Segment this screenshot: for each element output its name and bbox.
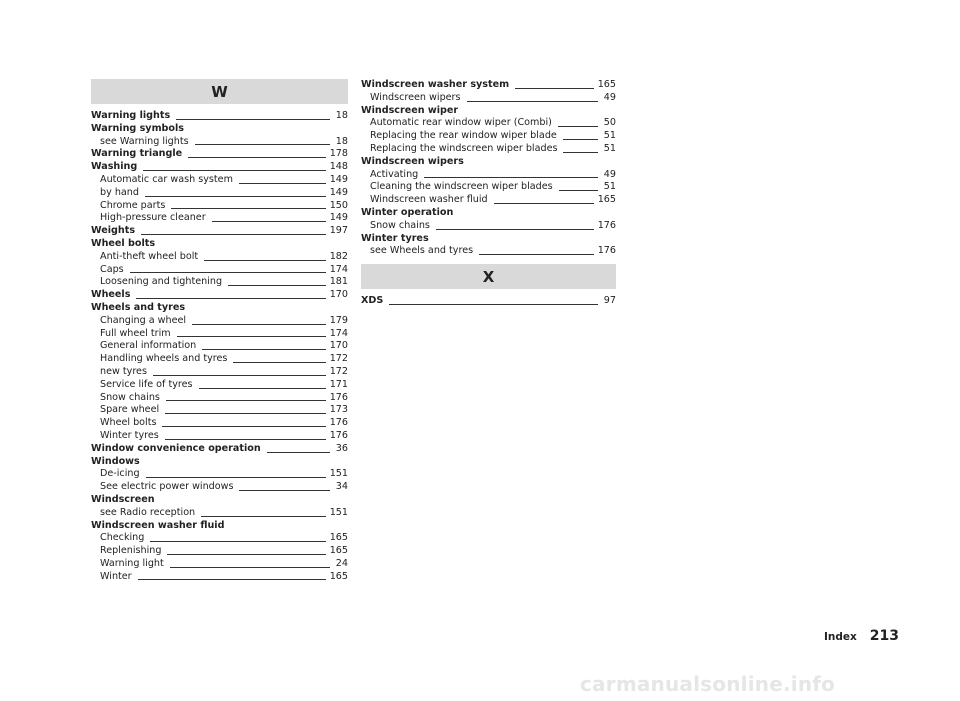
index-subentry <box>91 251 348 264</box>
entry-page-number[interactable]: 34 <box>335 481 348 493</box>
leader-line <box>201 516 326 517</box>
index-subentry <box>361 245 616 258</box>
leader-line <box>559 190 598 191</box>
entry-text: Replenishing <box>100 545 162 557</box>
leader-line <box>166 400 326 401</box>
entry-page-number[interactable]: 151 <box>329 506 348 518</box>
entry-text: Window convenience operation <box>91 442 261 454</box>
leader-line <box>467 101 599 102</box>
leader-line <box>233 362 325 363</box>
entry-text: Warning triangle <box>91 148 183 160</box>
entry-page-number[interactable]: 176 <box>329 429 348 441</box>
entry-text: Replacing the rear window wiper blade <box>370 130 557 142</box>
entry-page-number[interactable]: 51 <box>603 142 616 154</box>
entry-text: Chrome parts <box>100 199 166 211</box>
index-subentry <box>91 545 348 558</box>
leader-line <box>563 152 598 153</box>
entry-text: High-pressure cleaner <box>100 212 206 224</box>
leader-line <box>141 234 326 235</box>
entry-page-number[interactable]: 174 <box>329 327 348 339</box>
entry-text: Wheels <box>91 289 131 301</box>
index-entry <box>91 494 348 507</box>
index-subentry <box>91 507 348 520</box>
index-subentry <box>361 117 616 130</box>
index-subentry <box>91 571 348 584</box>
index-subentry <box>91 187 348 200</box>
entry-text: Snow chains <box>100 391 160 403</box>
leader-line <box>204 260 326 261</box>
entry-page-number[interactable]: 176 <box>329 391 348 403</box>
index-subentry <box>91 392 348 405</box>
entry-page-number[interactable]: 151 <box>329 468 348 480</box>
index-subentry <box>91 558 348 571</box>
index-subentry <box>91 340 348 353</box>
leader-line <box>199 388 326 389</box>
entry-page-number[interactable]: 149 <box>329 186 348 198</box>
index-entry <box>91 110 348 123</box>
entry-text: Windscreen washer fluid <box>370 194 488 206</box>
entry-text: Automatic car wash system <box>100 173 233 185</box>
section-letter-header: W <box>91 79 348 104</box>
entry-text: Windscreen wipers <box>361 155 464 167</box>
leader-line <box>479 254 594 255</box>
index-subentry <box>361 220 616 233</box>
entry-page-number[interactable]: 170 <box>329 340 348 352</box>
entry-text: Windscreen wipers <box>370 91 461 103</box>
entry-page-number[interactable]: 51 <box>603 130 616 142</box>
leader-line <box>436 229 594 230</box>
entry-text: Caps <box>100 263 124 275</box>
leader-line <box>146 477 326 478</box>
entry-text: Service life of tyres <box>100 378 193 390</box>
entry-page-number[interactable]: 170 <box>329 289 348 301</box>
leader-line <box>167 554 325 555</box>
entry-page-number[interactable]: 176 <box>329 417 348 429</box>
index-entry <box>361 156 616 169</box>
leader-line <box>150 541 325 542</box>
entry-text: Handling wheels and tyres <box>100 353 228 365</box>
entry-text: Washing <box>91 161 138 173</box>
entry-page-number[interactable]: 165 <box>329 570 348 582</box>
index-subentry <box>91 200 348 213</box>
index-entry <box>91 225 348 238</box>
index-entry <box>361 295 616 308</box>
entry-page-number[interactable]: 49 <box>603 91 616 103</box>
entry-page-number[interactable]: 176 <box>597 219 616 231</box>
entry-text: Windscreen washer system <box>361 79 510 90</box>
entry-text: De-icing <box>100 468 140 480</box>
entry-page-number[interactable]: 97 <box>603 295 616 307</box>
leader-line <box>143 170 325 171</box>
entry-page-number[interactable]: 178 <box>329 148 348 160</box>
entry-text: Warning light <box>100 557 164 569</box>
entry-page-number[interactable]: 165 <box>329 532 348 544</box>
index-subentry <box>91 136 348 149</box>
index-subentry <box>91 174 348 187</box>
leader-line <box>138 579 326 580</box>
index-column-right <box>361 79 616 308</box>
leader-line <box>171 208 325 209</box>
index-subentry <box>91 264 348 277</box>
entry-page-number[interactable]: 182 <box>329 250 348 262</box>
index-subentry <box>361 92 616 105</box>
entry-page-number[interactable]: 172 <box>329 365 348 377</box>
index-subentry <box>91 353 348 366</box>
index-entry <box>91 456 348 469</box>
entry-page-number[interactable]: 165 <box>329 545 348 557</box>
leader-line <box>515 88 594 89</box>
entry-page-number[interactable]: 150 <box>329 199 348 211</box>
index-subentry <box>361 143 616 156</box>
entry-text: XDS <box>361 295 384 307</box>
entry-page-number[interactable]: 173 <box>329 404 348 416</box>
page-footer <box>824 628 899 644</box>
entry-text: General information <box>100 340 197 352</box>
entry-text: Windows <box>91 455 140 467</box>
index-subentry <box>91 404 348 417</box>
watermark: carmanualsonline.info <box>580 672 836 696</box>
entry-text: See electric power windows <box>100 481 234 493</box>
entry-text: Winter <box>100 570 132 582</box>
entry-text: Wheel bolts <box>100 417 157 429</box>
entry-page-number[interactable]: 176 <box>597 245 616 257</box>
entry-text: Weights <box>91 225 136 237</box>
leader-line <box>239 183 326 184</box>
leader-line <box>192 324 326 325</box>
footer-section-label: Index <box>824 631 857 643</box>
leader-line <box>212 221 326 222</box>
leader-line <box>136 298 325 299</box>
index-subentry <box>91 315 348 328</box>
index-entry <box>91 148 348 161</box>
page-number: 213 <box>869 628 900 644</box>
entry-page-number[interactable]: 24 <box>335 557 348 569</box>
index-entry <box>361 105 616 118</box>
index-entry <box>361 207 616 220</box>
leader-line <box>563 139 598 140</box>
index-entry <box>91 520 348 533</box>
index-entry <box>361 79 616 92</box>
leader-line <box>145 196 326 197</box>
entry-text: Snow chains <box>370 219 430 231</box>
entry-text: Winter operation <box>361 206 454 218</box>
entry-text: Full wheel trim <box>100 327 171 339</box>
leader-line <box>130 272 326 273</box>
index-subentry <box>91 532 348 545</box>
index-subentry <box>91 276 348 289</box>
entry-text: Winter tyres <box>100 429 159 441</box>
index-subentry <box>91 468 348 481</box>
index-subentry <box>91 379 348 392</box>
entry-page-number[interactable]: 18 <box>335 135 348 147</box>
entry-text: Replacing the windscreen wiper blades <box>370 142 558 154</box>
leader-line <box>267 452 330 453</box>
entry-page-number[interactable]: 149 <box>329 173 348 185</box>
entry-text: Activating <box>370 168 419 180</box>
index-entry <box>91 302 348 315</box>
entry-page-number[interactable]: 197 <box>329 225 348 237</box>
index-subentry <box>91 417 348 430</box>
index-subentry <box>361 194 616 207</box>
index-subentry <box>361 130 616 143</box>
entry-text: Automatic rear window wiper (Combi) <box>370 117 552 129</box>
entry-page-number[interactable]: 50 <box>603 117 616 129</box>
leader-line <box>424 177 598 178</box>
entry-text: Changing a wheel <box>100 314 187 326</box>
leader-line <box>558 126 598 127</box>
entry-page-number[interactable]: 165 <box>597 79 616 90</box>
entry-text: Spare wheel <box>100 404 160 416</box>
index-entry <box>91 289 348 302</box>
leader-line <box>195 144 330 145</box>
index-entry <box>91 123 348 136</box>
index-entry <box>91 161 348 174</box>
leader-line <box>176 119 330 120</box>
entry-text: see Radio reception <box>100 506 196 518</box>
leader-line <box>228 285 326 286</box>
leader-line <box>239 490 330 491</box>
entry-text: see Wheels and tyres <box>370 245 474 257</box>
entry-text: Windscreen <box>91 493 155 505</box>
index-subentry <box>361 181 616 194</box>
entry-page-number[interactable]: 171 <box>329 378 348 390</box>
leader-line <box>202 349 325 350</box>
index-entry <box>91 238 348 251</box>
index-entry <box>91 443 348 456</box>
entry-text: Loosening and tightening <box>100 276 223 288</box>
entry-text: see Warning lights <box>100 135 189 147</box>
leader-line <box>165 413 326 414</box>
entry-page-number[interactable]: 149 <box>329 212 348 224</box>
entry-text: Warning lights <box>91 110 171 121</box>
index-subentry <box>91 212 348 225</box>
entry-page-number[interactable]: 36 <box>335 442 348 454</box>
index-column-left <box>91 79 348 583</box>
section-letter-header: X <box>361 264 616 289</box>
leader-line <box>162 426 325 427</box>
entry-text: Winter tyres <box>361 232 429 244</box>
entry-page-number[interactable]: 181 <box>329 276 348 288</box>
entry-text: new tyres <box>100 365 147 377</box>
entry-text: Warning symbols <box>91 122 185 134</box>
entry-text: Wheels and tyres <box>91 301 186 313</box>
index-subentry <box>361 169 616 182</box>
leader-line <box>177 336 326 337</box>
entry-page-number[interactable]: 165 <box>597 194 616 206</box>
index-subentry <box>91 328 348 341</box>
entry-text: Windscreen washer fluid <box>91 519 225 531</box>
entry-page-number[interactable]: 18 <box>335 110 348 121</box>
leader-line <box>153 375 326 376</box>
index-entry <box>361 233 616 246</box>
leader-line <box>188 157 326 158</box>
entry-text: Wheel bolts <box>91 237 156 249</box>
leader-line <box>170 567 330 568</box>
entry-text: Windscreen wiper <box>361 104 459 116</box>
entry-text: Anti-theft wheel bolt <box>100 250 199 262</box>
entry-text: Checking <box>100 532 145 544</box>
entry-page-number[interactable]: 172 <box>329 353 348 365</box>
entry-page-number[interactable]: 179 <box>329 314 348 326</box>
leader-line <box>165 439 326 440</box>
entry-text: by hand <box>100 186 139 198</box>
entry-page-number[interactable]: 174 <box>329 263 348 275</box>
index-subentry <box>91 481 348 494</box>
entry-page-number[interactable]: 49 <box>603 168 616 180</box>
leader-line <box>389 304 598 305</box>
leader-line <box>494 203 594 204</box>
entry-page-number[interactable]: 51 <box>603 181 616 193</box>
entry-text: Cleaning the windscreen wiper blades <box>370 181 553 193</box>
index-subentry <box>91 430 348 443</box>
index-subentry <box>91 366 348 379</box>
entry-page-number[interactable]: 148 <box>329 161 348 173</box>
